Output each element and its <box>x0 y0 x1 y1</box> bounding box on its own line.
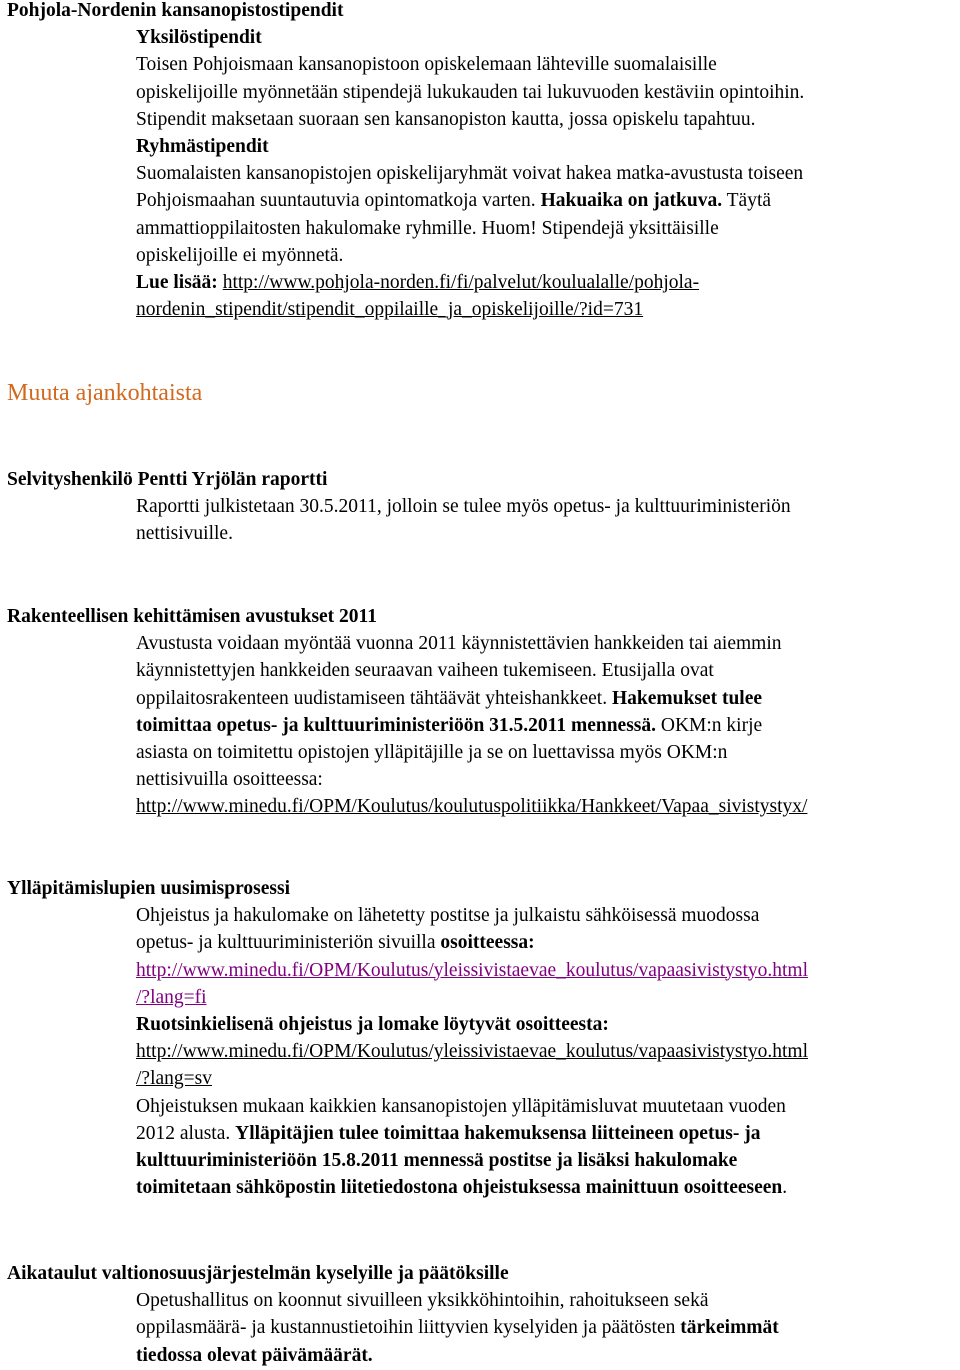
permit-text-line: opetus- ja kulttuuriministeriön sivuilla osoitteessa: <box>136 932 535 954</box>
stipend-text-line: Stipendit maksetaan suoraan sen kansanopiston kautta, jossa opiskelu tapahtuu. <box>136 108 756 130</box>
minedu-link-swedish-continued[interactable]: /?lang=sv <box>136 1068 212 1090</box>
application-period: Hakuaika on jatkuva. <box>540 190 723 212</box>
schedules-text-line: oppilasmäärä- ja kustannustietoihin liittyvien kyselyiden ja päätösten tärkeimmät <box>136 1317 779 1339</box>
schedules-section <box>7 1260 960 1369</box>
stipend-subheading-group: Ryhmästipendit <box>136 136 269 158</box>
permit-text-line: Ohjeistuksen mukaan kaikkien kansanopistojen ylläpitämisluvat muutetaan vuoden <box>136 1095 786 1117</box>
structural-text-line: Avustusta voidaan myöntää vuonna 2011 käynnistettävien hankkeiden tai aiemmin <box>136 633 782 655</box>
schedules-text-line: Opetushallitus on koonnut sivuilleen yksikköhintoihin, rahoitukseen sekä <box>136 1290 709 1312</box>
schedules-title: Aikataulut valtionosuusjärjestelmän kyselyille ja päätöksille <box>7 1263 509 1284</box>
pohjola-norden-link-continued[interactable]: nordenin_stipendit/stipendit_oppilaille_ja_opiskelijoille/?id=731 <box>136 299 644 321</box>
report-text-line: Raportti julkistetaan 30.5.2011, jolloin se tulee myös opetus- ja kulttuuriministeriön <box>136 496 791 518</box>
read-more-label: Lue lisää: <box>136 272 218 294</box>
application-deadline: toimittaa opetus- ja kulttuuriministeriöön 31.5.2011 mennessä. <box>136 714 657 736</box>
stipend-subheading-individual: Yksilöstipendit <box>136 27 262 49</box>
pohjola-norden-link[interactable]: http://www.pohjola-norden.fi/fi/palvelut/koulualalle/pohjola- <box>222 272 700 294</box>
structural-text-line: nettisivuilla osoitteessa: <box>136 769 323 791</box>
minedu-vapaa-sivistystyo-link[interactable]: http://www.minedu.fi/OPM/Koulutus/koulutuspolitiikka/Hankkeet/Vapaa_sivistystyx/ <box>136 796 808 818</box>
report-title: Selvityshenkilö Pentti Yrjölän raportti <box>7 469 328 490</box>
structural-text-line: oppilaitosrakenteen uudistamiseen tähtäävät yhteishankkeet. Hakemukset tulee <box>136 687 763 709</box>
structural-grants-title: Rakenteellisen kehittämisen avustukset 2011 <box>7 606 377 627</box>
stipend-text-line: opiskelijoille ei myönnetä. <box>136 244 344 266</box>
permit-renewal-section <box>7 875 960 1201</box>
stipend-section <box>7 0 960 323</box>
stipend-text-line: opiskelijoille myönnetään stipendejä lukukauden tai lukuvuoden kestäviin opintoihin. <box>136 81 805 103</box>
minedu-link-finnish[interactable]: http://www.minedu.fi/OPM/Koulutus/yleissivistaevae_koulutus/vapaasivistystyo.html <box>136 959 808 981</box>
minedu-link-finnish-continued[interactable]: /?lang=fi <box>136 986 207 1008</box>
stipend-title: Pohjola-Nordenin kansanopistostipendit <box>7 0 344 21</box>
permit-renewal-title: Ylläpitämislupien uusimisprosessi <box>7 878 291 899</box>
stipend-text-line: Toisen Pohjoismaan kansanopistoon opiskelemaan lähteville suomalaisille <box>136 54 717 76</box>
news-heading: Muuta ajankohtaista <box>7 380 203 406</box>
stipend-text-line: ammattioppilaitosten hakulomake ryhmille. Huom! Stipendejä yksittäisille <box>136 217 719 239</box>
minedu-link-swedish[interactable]: http://www.minedu.fi/OPM/Koulutus/yleissivistaevae_koulutus/vapaasivistystyo.html <box>136 1041 808 1063</box>
permit-text-line: kulttuuriministeriöön 15.8.2011 mennessä postitse ja lisäksi hakulomake <box>136 1150 738 1172</box>
report-text-line: nettisivuille. <box>136 523 233 545</box>
stipend-text-line: Pohjoismaahan suuntautuvia opintomatkoja varten. Hakuaika on jatkuva. Täytä <box>136 190 772 212</box>
swedish-label: Ruotsinkielisenä ohjeistus ja lomake löytyvät osoitteesta: <box>136 1014 609 1036</box>
structural-text-line: käynnistettyjen hankkeiden seuraavan vaiheen tukemiseen. Etusijalla ovat <box>136 660 714 682</box>
read-more-line <box>136 269 960 296</box>
structural-text-line: asiasta on toimitettu opistojen ylläpitäjille ja se on luettavissa myös OKM:n <box>136 742 728 764</box>
report-section <box>7 466 960 548</box>
permit-text-line: toimitetaan sähköpostin liitetiedostona ohjeistuksessa mainittuun osoitteeseen. <box>136 1177 788 1199</box>
stipend-text-line: Suomalaisten kansanopistojen opiskelijaryhmät voivat hakea matka-avustusta toiseen <box>136 163 804 185</box>
structural-text-line: toimittaa opetus- ja kulttuuriministeriöön 31.5.2011 mennessä. OKM:n kirje <box>136 714 763 736</box>
permit-text-line: 2012 alusta. Ylläpitäjien tulee toimittaa hakemuksensa liitteineen opetus- ja <box>136 1122 761 1144</box>
schedules-text-line: tiedossa olevat päivämäärät. <box>136 1344 373 1366</box>
structural-grants-section <box>7 603 960 821</box>
permit-text-line: Ohjeistus ja hakulomake on lähetetty postitse ja julkaistu sähköisessä muodossa <box>136 905 760 927</box>
